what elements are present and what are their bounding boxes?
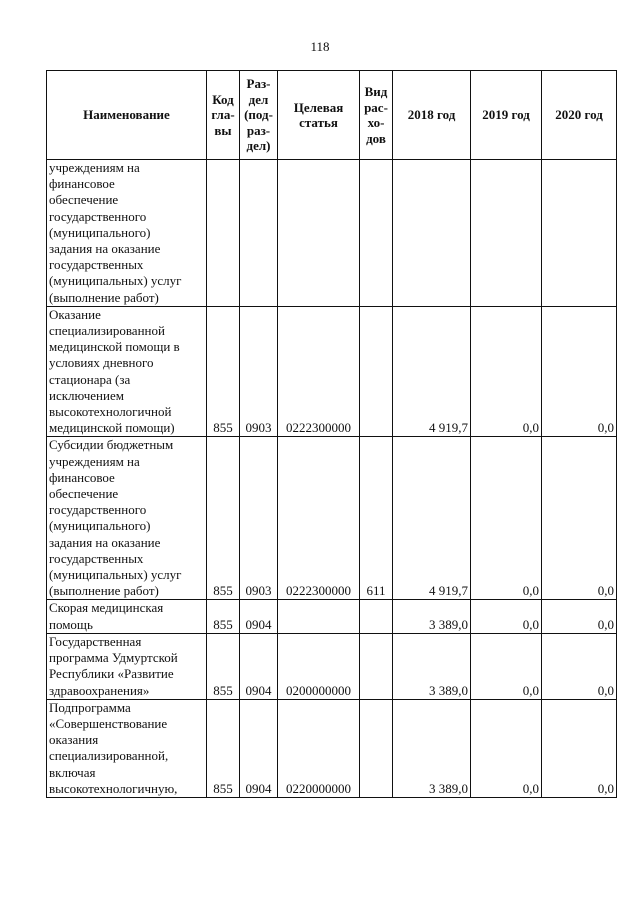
header-name: Наименование <box>47 71 207 160</box>
header-line: Целевая <box>293 99 344 115</box>
header-line: статья <box>299 115 338 130</box>
cell-2020: 0,0 <box>542 437 617 600</box>
table-row <box>47 160 617 307</box>
name-line: включая <box>49 764 96 780</box>
cell-2020: 0,0 <box>542 600 617 633</box>
name-line: (муниципальных) услуг <box>49 273 182 289</box>
header-line: вы <box>214 122 232 138</box>
cell-2019: 0,0 <box>471 699 542 797</box>
cell-section <box>240 160 278 307</box>
name-line: государственного <box>49 208 147 224</box>
table-header <box>47 71 617 160</box>
cell-section: 0904 <box>240 633 278 699</box>
name-line: задания на оказание <box>49 241 161 257</box>
name-line: Скорая медицинская <box>49 600 164 616</box>
cell-target-article: 0222300000 <box>278 306 360 437</box>
header-line: раз- <box>246 122 271 138</box>
cell-section: 0903 <box>240 437 278 600</box>
name-line: (выполнение работ) <box>49 289 159 305</box>
header-2019: 2019 год <box>471 71 542 160</box>
table-row <box>47 699 617 797</box>
header-line: хо- <box>367 115 385 130</box>
name-line: «Совершенствование <box>49 715 168 731</box>
name-line: Государственная <box>49 633 142 649</box>
cell-chapter-code: 855 <box>207 306 240 437</box>
cell-chapter-code <box>207 160 240 307</box>
header-2018: 2018 год <box>393 71 471 160</box>
cell-name <box>47 600 207 633</box>
cell-2019: 0,0 <box>471 437 542 600</box>
name-line: учреждениям на <box>49 160 140 175</box>
cell-name <box>47 437 207 600</box>
cell-name <box>47 699 207 797</box>
name-line: (муниципального) <box>49 518 151 534</box>
name-line: специализированной, <box>49 748 169 764</box>
name-line: государственного <box>49 502 147 518</box>
name-line: (выполнение работ) <box>49 583 159 599</box>
name-line: помощь <box>49 616 93 632</box>
header-target-article <box>278 71 360 160</box>
name-line: Республики «Развитие <box>49 666 174 682</box>
name-line: медицинской помощи в <box>49 339 180 355</box>
header-expense-type <box>360 71 393 160</box>
header-chapter-code <box>207 71 240 160</box>
header-2020: 2020 год <box>542 71 617 160</box>
header-section <box>240 71 278 160</box>
cell-target-article <box>278 160 360 307</box>
cell-expense-type: 611 <box>360 437 393 600</box>
name-line: государственных <box>49 257 144 273</box>
cell-2018: 3 389,0 <box>393 600 471 633</box>
name-line: оказания <box>49 732 99 748</box>
name-line: обеспечение <box>49 486 119 502</box>
cell-expense-type <box>360 600 393 633</box>
name-line: финансовое <box>49 469 115 485</box>
cell-target-article: 0222300000 <box>278 437 360 600</box>
name-line: высокотехнологичной <box>49 404 172 420</box>
header-line: Код <box>212 91 234 107</box>
cell-2018: 3 389,0 <box>393 699 471 797</box>
header-line: Раз- <box>246 76 271 92</box>
header-line: дел <box>248 91 269 107</box>
cell-expense-type <box>360 306 393 437</box>
cell-2018 <box>393 160 471 307</box>
name-line: условиях дневного <box>49 355 154 371</box>
table-row <box>47 437 617 600</box>
header-line: (под- <box>244 107 273 123</box>
cell-target-article: 0220000000 <box>278 699 360 797</box>
header-line: гла- <box>211 107 235 123</box>
name-line: (муниципальных) услуг <box>49 567 182 583</box>
name-line: стационара (за <box>49 371 131 387</box>
table-row <box>47 633 617 699</box>
name-line: Подпрограмма <box>49 699 131 715</box>
cell-expense-type <box>360 160 393 307</box>
header-line: Вид <box>364 84 388 99</box>
cell-chapter-code: 855 <box>207 600 240 633</box>
name-line: обеспечение <box>49 192 119 208</box>
name-line: учреждениям на <box>49 453 140 469</box>
table-row <box>47 600 617 633</box>
table-body <box>47 160 617 798</box>
cell-2019 <box>471 160 542 307</box>
name-line: государственных <box>49 550 144 566</box>
cell-expense-type <box>360 633 393 699</box>
cell-2019: 0,0 <box>471 633 542 699</box>
cell-section: 0903 <box>240 306 278 437</box>
cell-2020: 0,0 <box>542 306 617 437</box>
header-line: дел) <box>246 138 271 154</box>
cell-chapter-code: 855 <box>207 437 240 600</box>
name-line: медицинской помощи) <box>49 420 175 436</box>
cell-target-article <box>278 600 360 633</box>
header-line: рас- <box>364 99 388 115</box>
cell-2018: 4 919,7 <box>393 437 471 600</box>
cell-2020: 0,0 <box>542 699 617 797</box>
cell-section: 0904 <box>240 699 278 797</box>
cell-expense-type <box>360 699 393 797</box>
name-line: задания на оказание <box>49 534 161 550</box>
header-line: дов <box>366 130 386 146</box>
page-number: 118 <box>310 39 330 54</box>
table-row <box>47 306 617 437</box>
cell-chapter-code: 855 <box>207 699 240 797</box>
cell-2020 <box>542 160 617 307</box>
cell-2018: 4 919,7 <box>393 306 471 437</box>
name-line: здравоохранения» <box>49 682 150 698</box>
name-line: высокотехнологичную, <box>49 780 178 796</box>
name-line: финансовое <box>49 176 115 192</box>
name-line: специализированной <box>49 323 165 339</box>
name-line: Субсидии бюджетным <box>49 437 174 453</box>
budget-table <box>46 70 617 798</box>
cell-2020: 0,0 <box>542 633 617 699</box>
cell-name <box>47 160 207 307</box>
cell-2019: 0,0 <box>471 600 542 633</box>
cell-2018: 3 389,0 <box>393 633 471 699</box>
cell-section: 0904 <box>240 600 278 633</box>
name-line: Оказание <box>49 306 101 322</box>
cell-2019: 0,0 <box>471 306 542 437</box>
cell-target-article: 0200000000 <box>278 633 360 699</box>
name-line: программа Удмуртской <box>49 650 178 666</box>
cell-name <box>47 306 207 437</box>
cell-chapter-code: 855 <box>207 633 240 699</box>
name-line: исключением <box>49 387 124 403</box>
cell-name <box>47 633 207 699</box>
name-line: (муниципального) <box>49 224 151 240</box>
